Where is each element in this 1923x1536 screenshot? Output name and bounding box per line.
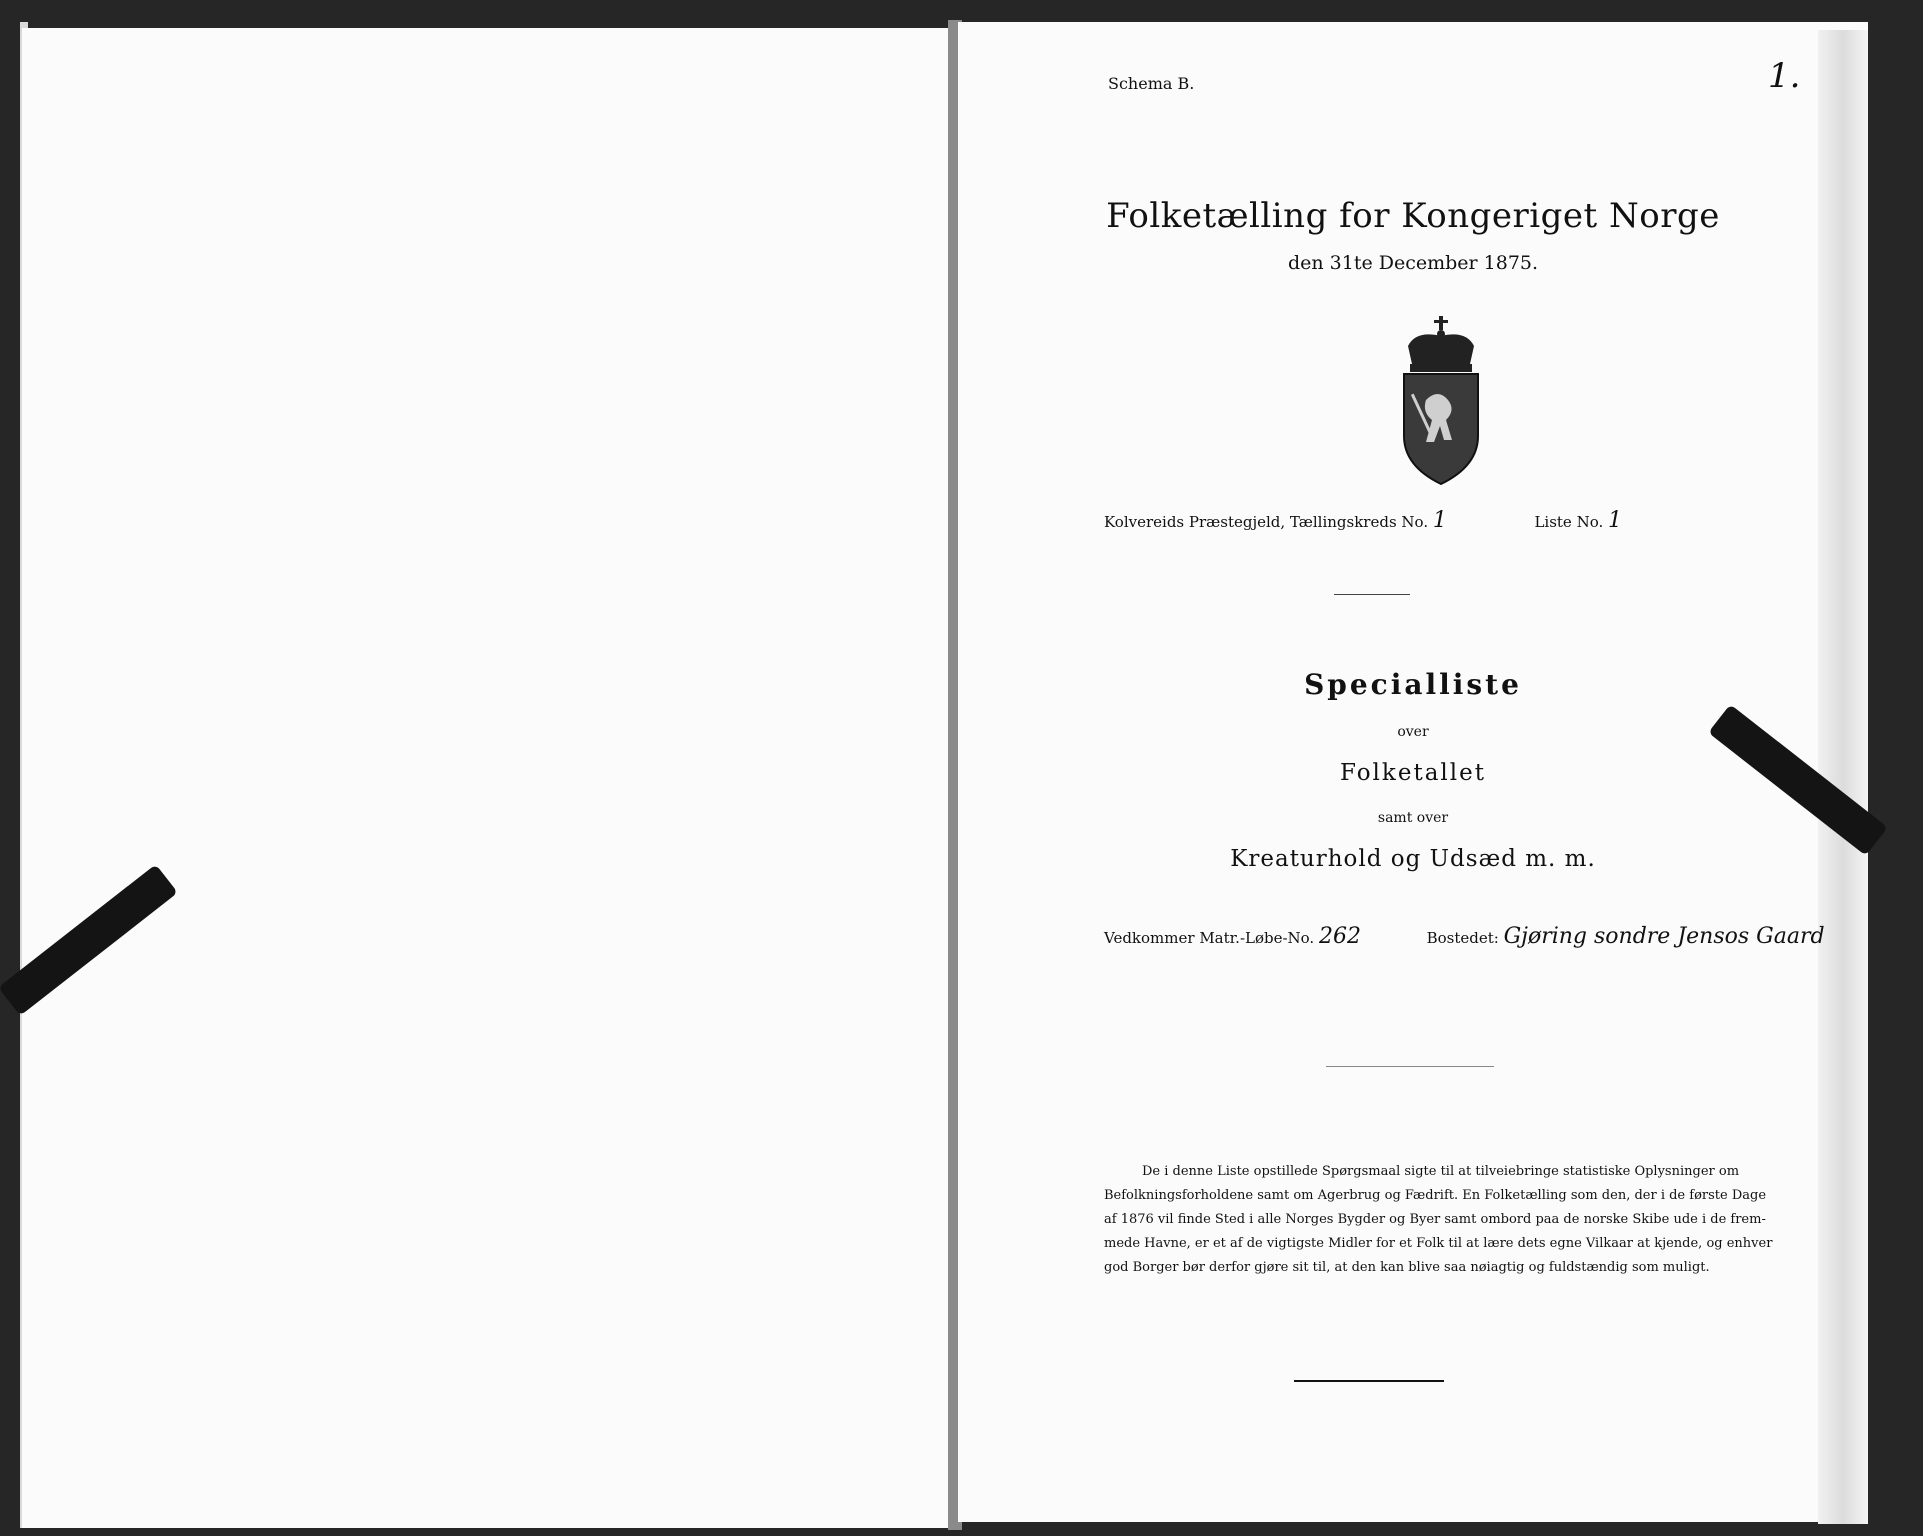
divider-short	[1334, 594, 1410, 595]
bostedet-value: Gjøring sondre Jensos Gaard	[1503, 924, 1825, 949]
document-title: Folketælling for Kongeriget Norge	[1106, 196, 1720, 236]
norwegian-coat-of-arms-icon	[1386, 316, 1496, 486]
bostedet-label: Bostedet:	[1426, 929, 1499, 947]
specialliste-heading: Specialliste	[1304, 668, 1522, 701]
divider-bottom	[1294, 1380, 1444, 1382]
paragraph-line: af 1876 vil finde Sted i alle Norges Bygder og Byer samt ombord paa de norske Skibe ude i de frem-	[1104, 1212, 1766, 1227]
instruction-paragraph	[1104, 1160, 1923, 1280]
list-number: 1	[1608, 508, 1623, 533]
list-prefix: Liste No.	[1534, 513, 1604, 531]
matr-prefix: Vedkommer Matr.-Løbe-No.	[1104, 929, 1315, 947]
paragraph-line: mede Havne, er et af de vigtigste Midler for et Folk til at lære dets egne Vilkaar at kjende, og enhver	[1104, 1236, 1773, 1251]
folketallet-heading: Folketallet	[1340, 760, 1486, 786]
paragraph-line: god Borger bør derfor gjøre sit til, at den kan blive saa nøiagtig og fuldstændig som muligt.	[1104, 1260, 1710, 1275]
over-text: over	[1397, 724, 1429, 740]
matr-line	[1104, 924, 1825, 949]
samt-over-text: samt over	[1377, 810, 1449, 826]
paragraph-line: Befolkningsforholdene samt om Agerbrug og Fædrift. En Folketælling som den, der i de første Dage	[1104, 1188, 1767, 1203]
left-page-blank	[22, 28, 952, 1528]
page-number: 1.	[1768, 56, 1801, 96]
kreaturhold-heading: Kreaturhold og Udsæd m. m.	[1230, 846, 1596, 872]
district-prefix: Kolvereids Præstegjeld, Tællingskreds No.	[1104, 513, 1429, 531]
divider-thin	[1326, 1066, 1494, 1067]
schema-label: Schema B.	[1108, 74, 1195, 93]
district-number: 1	[1432, 508, 1447, 533]
document-date: den 31te December 1875.	[1287, 252, 1539, 274]
district-line	[1104, 508, 1622, 533]
matr-number: 262	[1319, 924, 1361, 949]
paragraph-line: De i denne Liste opstillede Spørgsmaal sigte til at tilveiebringe statistiske Oplysninger om	[1142, 1164, 1740, 1179]
